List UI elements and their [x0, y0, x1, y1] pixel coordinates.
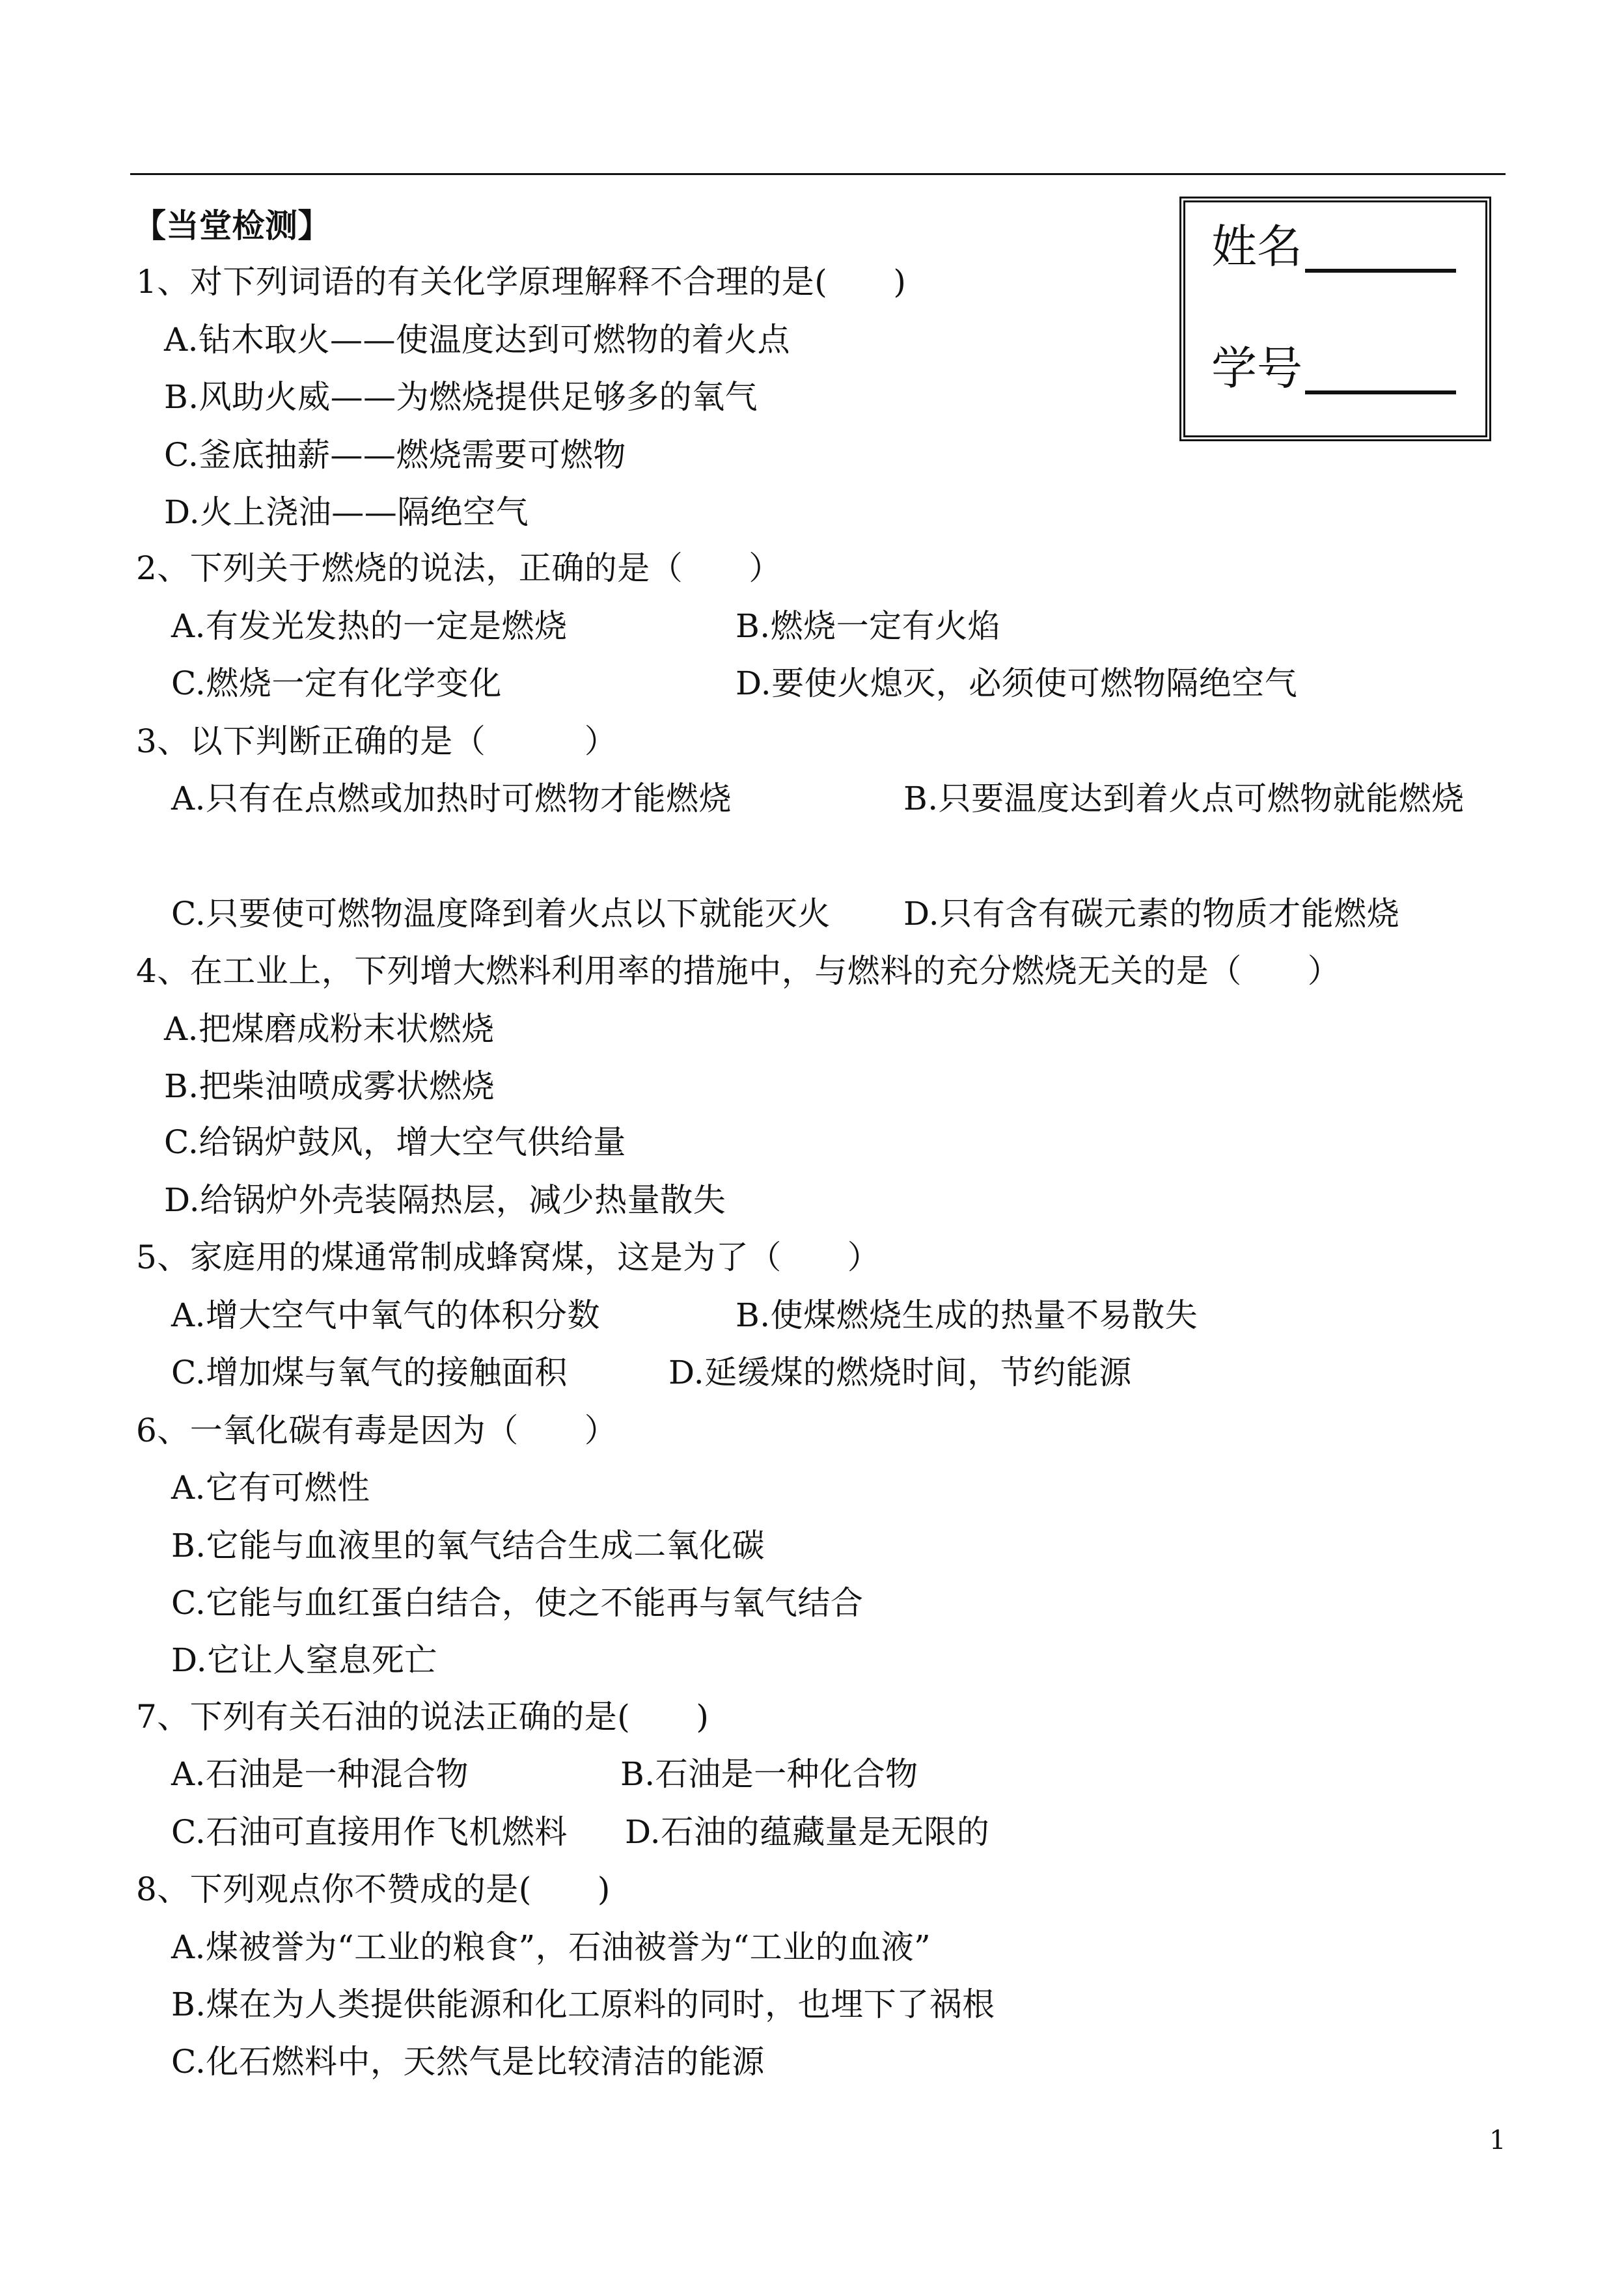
- question-2-option-a: A.有发光发热的一定是燃烧: [171, 607, 568, 645]
- question-1-option-a: A.钻木取火——使温度达到可燃物的着火点: [164, 321, 791, 359]
- section-title: 【当堂检测】: [133, 206, 331, 245]
- name-blank[interactable]: [1305, 228, 1456, 273]
- question-5-option-a: A.增大空气中氧气的体积分数: [171, 1296, 601, 1334]
- name-row: [1211, 221, 1456, 273]
- question-1-option-d: D.火上浇油——隔绝空气: [164, 493, 529, 531]
- question-5-option-c: C.增加煤与氧气的接触面积: [171, 1354, 568, 1391]
- student-info-box: [1179, 197, 1491, 441]
- student-id-blank[interactable]: [1305, 350, 1456, 394]
- question-4-option-b: B.把柴油喷成雾状燃烧: [164, 1067, 495, 1105]
- question-6-option-d: D.它让人窒息死亡: [171, 1641, 437, 1679]
- question-2-option-c: C.燃烧一定有化学变化: [171, 664, 502, 702]
- question-7-option-b: B.石油是一种化合物: [620, 1755, 918, 1793]
- question-1-option-c: C.釜底抽薪——燃烧需要可燃物: [164, 436, 626, 474]
- question-4-option-a: A.把煤磨成粉末状燃烧: [164, 1010, 495, 1048]
- question-1-stem: 1、对下列词语的有关化学原理解释不合理的是( ): [136, 263, 907, 301]
- question-7-option-c: C.石油可直接用作飞机燃料: [171, 1813, 568, 1851]
- question-2-option-d: D.要使火熄灭，必须使可燃物隔绝空气: [736, 664, 1298, 702]
- question-4-option-c: C.给锅炉鼓风，增大空气供给量: [164, 1123, 626, 1161]
- question-6-option-b: B.它能与血液里的氧气结合生成二氧化碳: [171, 1527, 765, 1565]
- question-7-option-d: D.石油的蕴藏量是无限的: [625, 1813, 990, 1851]
- name-label: 姓名: [1211, 220, 1302, 273]
- question-7-option-a: A.石油是一种混合物: [171, 1755, 469, 1793]
- question-6-option-c: C.它能与血红蛋白结合，使之不能再与氧气结合: [171, 1584, 864, 1622]
- question-4-option-d: D.给锅炉外壳装隔热层，减少热量散失: [164, 1181, 726, 1219]
- question-5-option-b: B.使煤燃烧生成的热量不易散失: [736, 1296, 1198, 1334]
- question-6-stem: 6、一氧化碳有毒是因为（ ）: [136, 1412, 618, 1449]
- question-3-option-b: B.只要温度达到着火点可燃物就能燃烧: [903, 780, 1465, 817]
- question-7-stem: 7、下列有关石油的说法正确的是( ): [136, 1698, 709, 1736]
- question-8-option-a: A.煤被誉为“工业的粮食”，石油被誉为“工业的血液”: [171, 1928, 931, 1966]
- question-8-option-b: B.煤在为人类提供能源和化工原料的同时，也埋下了祸根: [171, 1986, 995, 2023]
- question-3-option-a: A.只有在点燃或加热时可燃物才能燃烧: [171, 780, 732, 817]
- question-5-option-d: D.延缓煤的燃烧时间，节约能源: [668, 1354, 1132, 1391]
- question-2-option-b: B.燃烧一定有火焰: [736, 607, 1001, 645]
- question-1-option-b: B.风助火威——为燃烧提供足够多的氧气: [164, 378, 758, 416]
- question-3-stem: 3、以下判断正确的是（ ）: [136, 722, 618, 760]
- question-3-option-c: C.只要使可燃物温度降到着火点以下就能灭火: [171, 895, 831, 933]
- question-8-stem: 8、下列观点你不赞成的是( ): [136, 1870, 611, 1908]
- header-rule: [130, 173, 1506, 175]
- page-number: 1: [1489, 2125, 1506, 2155]
- question-8-option-c: C.化石燃料中，天然气是比较清洁的能源: [171, 2043, 765, 2081]
- question-5-stem: 5、家庭用的煤通常制成蜂窝煤，这是为了（ ）: [136, 1238, 881, 1276]
- question-6-option-a: A.它有可燃性: [171, 1469, 370, 1507]
- question-4-stem: 4、在工业上，下列增大燃料利用率的措施中，与燃料的充分燃烧无关的是（ ）: [136, 952, 1341, 990]
- student-id-row: [1211, 342, 1456, 394]
- question-3-option-d: D.只有含有碳元素的物质才能燃烧: [903, 895, 1400, 933]
- question-2-stem: 2、下列关于燃烧的说法，正确的是（ ）: [136, 549, 782, 587]
- student-id-label: 学号: [1211, 342, 1302, 395]
